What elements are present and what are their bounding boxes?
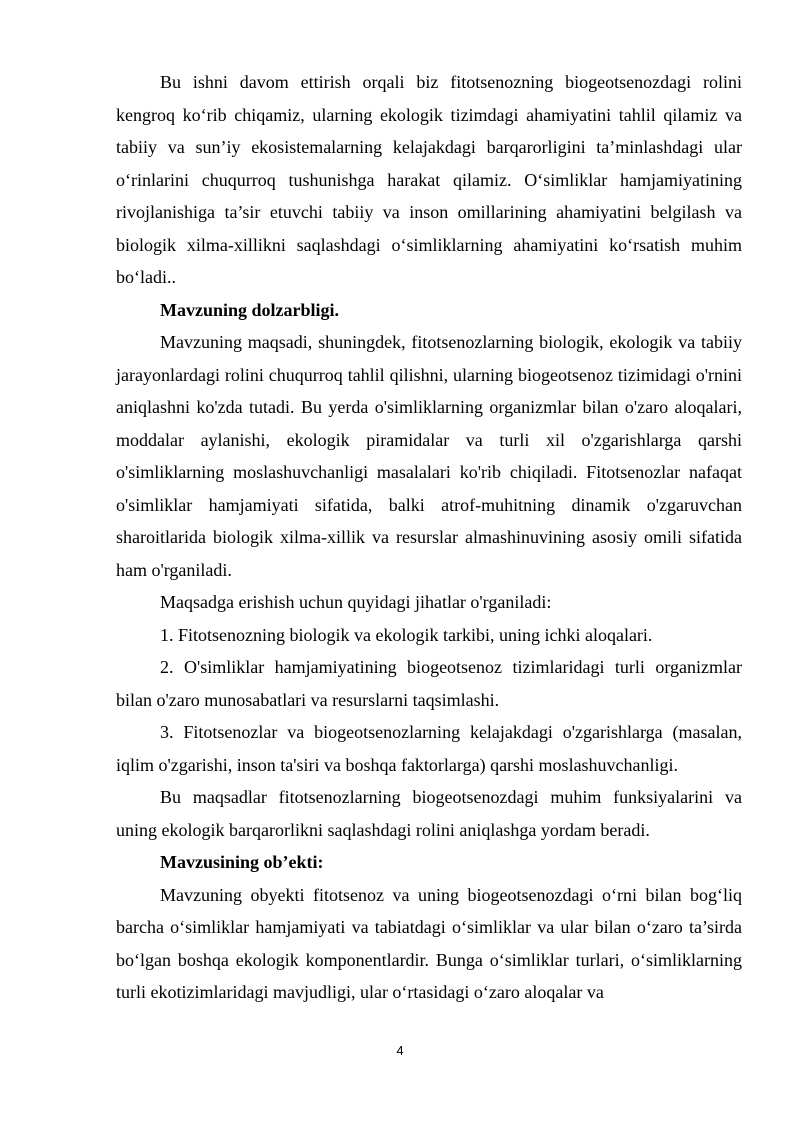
heading-relevance: Mavzuning dolzarbligi. [160,299,340,320]
heading-object: Mavzusining ob’ekti: [160,852,324,872]
paragraph-intro: Bu ishni davom ettirish orqali biz fitotsenozning biogeotsenozdagi rolini kengroq ko‘rib chiqamiz, ularning ekologik tizimdagi ahamiyatini tahlil qilamiz va tabiiy va sun’iy ekosistemalarning kelajakdagi barqarorligini ta’minlashdagi ular o‘rinlarini chuqurroq tushunishga harakat qilamiz. O‘simliklar hamjamiyatining rivojlanishiga ta’sir etuvchi tabiiy va inson omillarining ahamiyatini belgilash va biologik xilma-xillikni saqlashdagi o‘simliklarning ahamiyatini ko‘rsatish muhim bo‘ladi.. [116,72,742,287]
document-page [116,66,742,1009]
paragraph-conclusion: Bu maqsadlar fitotsenozlarning biogeotsenozdagi muhim funksiyalarini va uning ekologik barqarorlikni saqlashdagi rolini aniqlashga yordam beradi. [116,787,742,840]
paragraph-object: Mavzuning obyekti fitotsenoz va uning biogeotsenozdagi o‘rni bilan bog‘liq barcha o‘simliklar hamjamiyati va tabiatdagi o‘simliklar va ular bilan o‘zaro ta’sirda bo‘lgan boshqa ekologik komponentlardir. Bunga o‘simliklar turlari, o‘simliklarning turli ekotizimlaridagi mavjudligi, ular o‘rtasidagi o‘zaro aloqalar va [116,884,742,1002]
list-item-1: 1. Fitotsenozning biologik va ekologik tarkibi, uning ichki aloqalari. [160,624,653,645]
paragraph-aspects-intro: Maqsadga erishish uchun quyidagi jihatlar o'rganiladi: [160,592,552,612]
list-item-2: 2. O'simliklar hamjamiyatining biogeotsenoz tizimlaridagi turli organizmlar bilan o'zaro munosabatlari va resurslarni taqsimlashi. [116,657,742,710]
list-item-3: 3. Fitotsenozlar va biogeotsenozlarning kelajakdagi o'zgarishlarga (masalan, iqlim o'zgarishi, inson ta'siri va boshqa faktorlarga) qarshi moslashuvchanligi. [116,722,742,775]
page-number: 4 [396,1043,404,1058]
paragraph-goal: Mavzuning maqsadi, shuningdek, fitotsenozlarning biologik, ekologik va tabiiy jarayonlardagi rolini chuqurroq tahlil qilishni, ularning biogeotsenoz tizimidagi o'rnini aniqlashni ko'zda tutadi. Bu yerda o'simliklarning organizmlar bilan o'zaro aloqalari, moddalar aylanishi, ekologik piramidalar va turli xil o'zgarishlarga qarshi o'simliklarning moslashuvchanligi masalalari ko'rib chiqiladi. Fitotsenozlar nafaqat o'simliklar hamjamiyati sifatida, balki atrof-muhitning dinamik o'zgaruvchan sharoitlarida biologik xilma-xillik va resurslar almashinuvining asosiy omili sifatida ham o'rganiladi. [116,332,742,580]
